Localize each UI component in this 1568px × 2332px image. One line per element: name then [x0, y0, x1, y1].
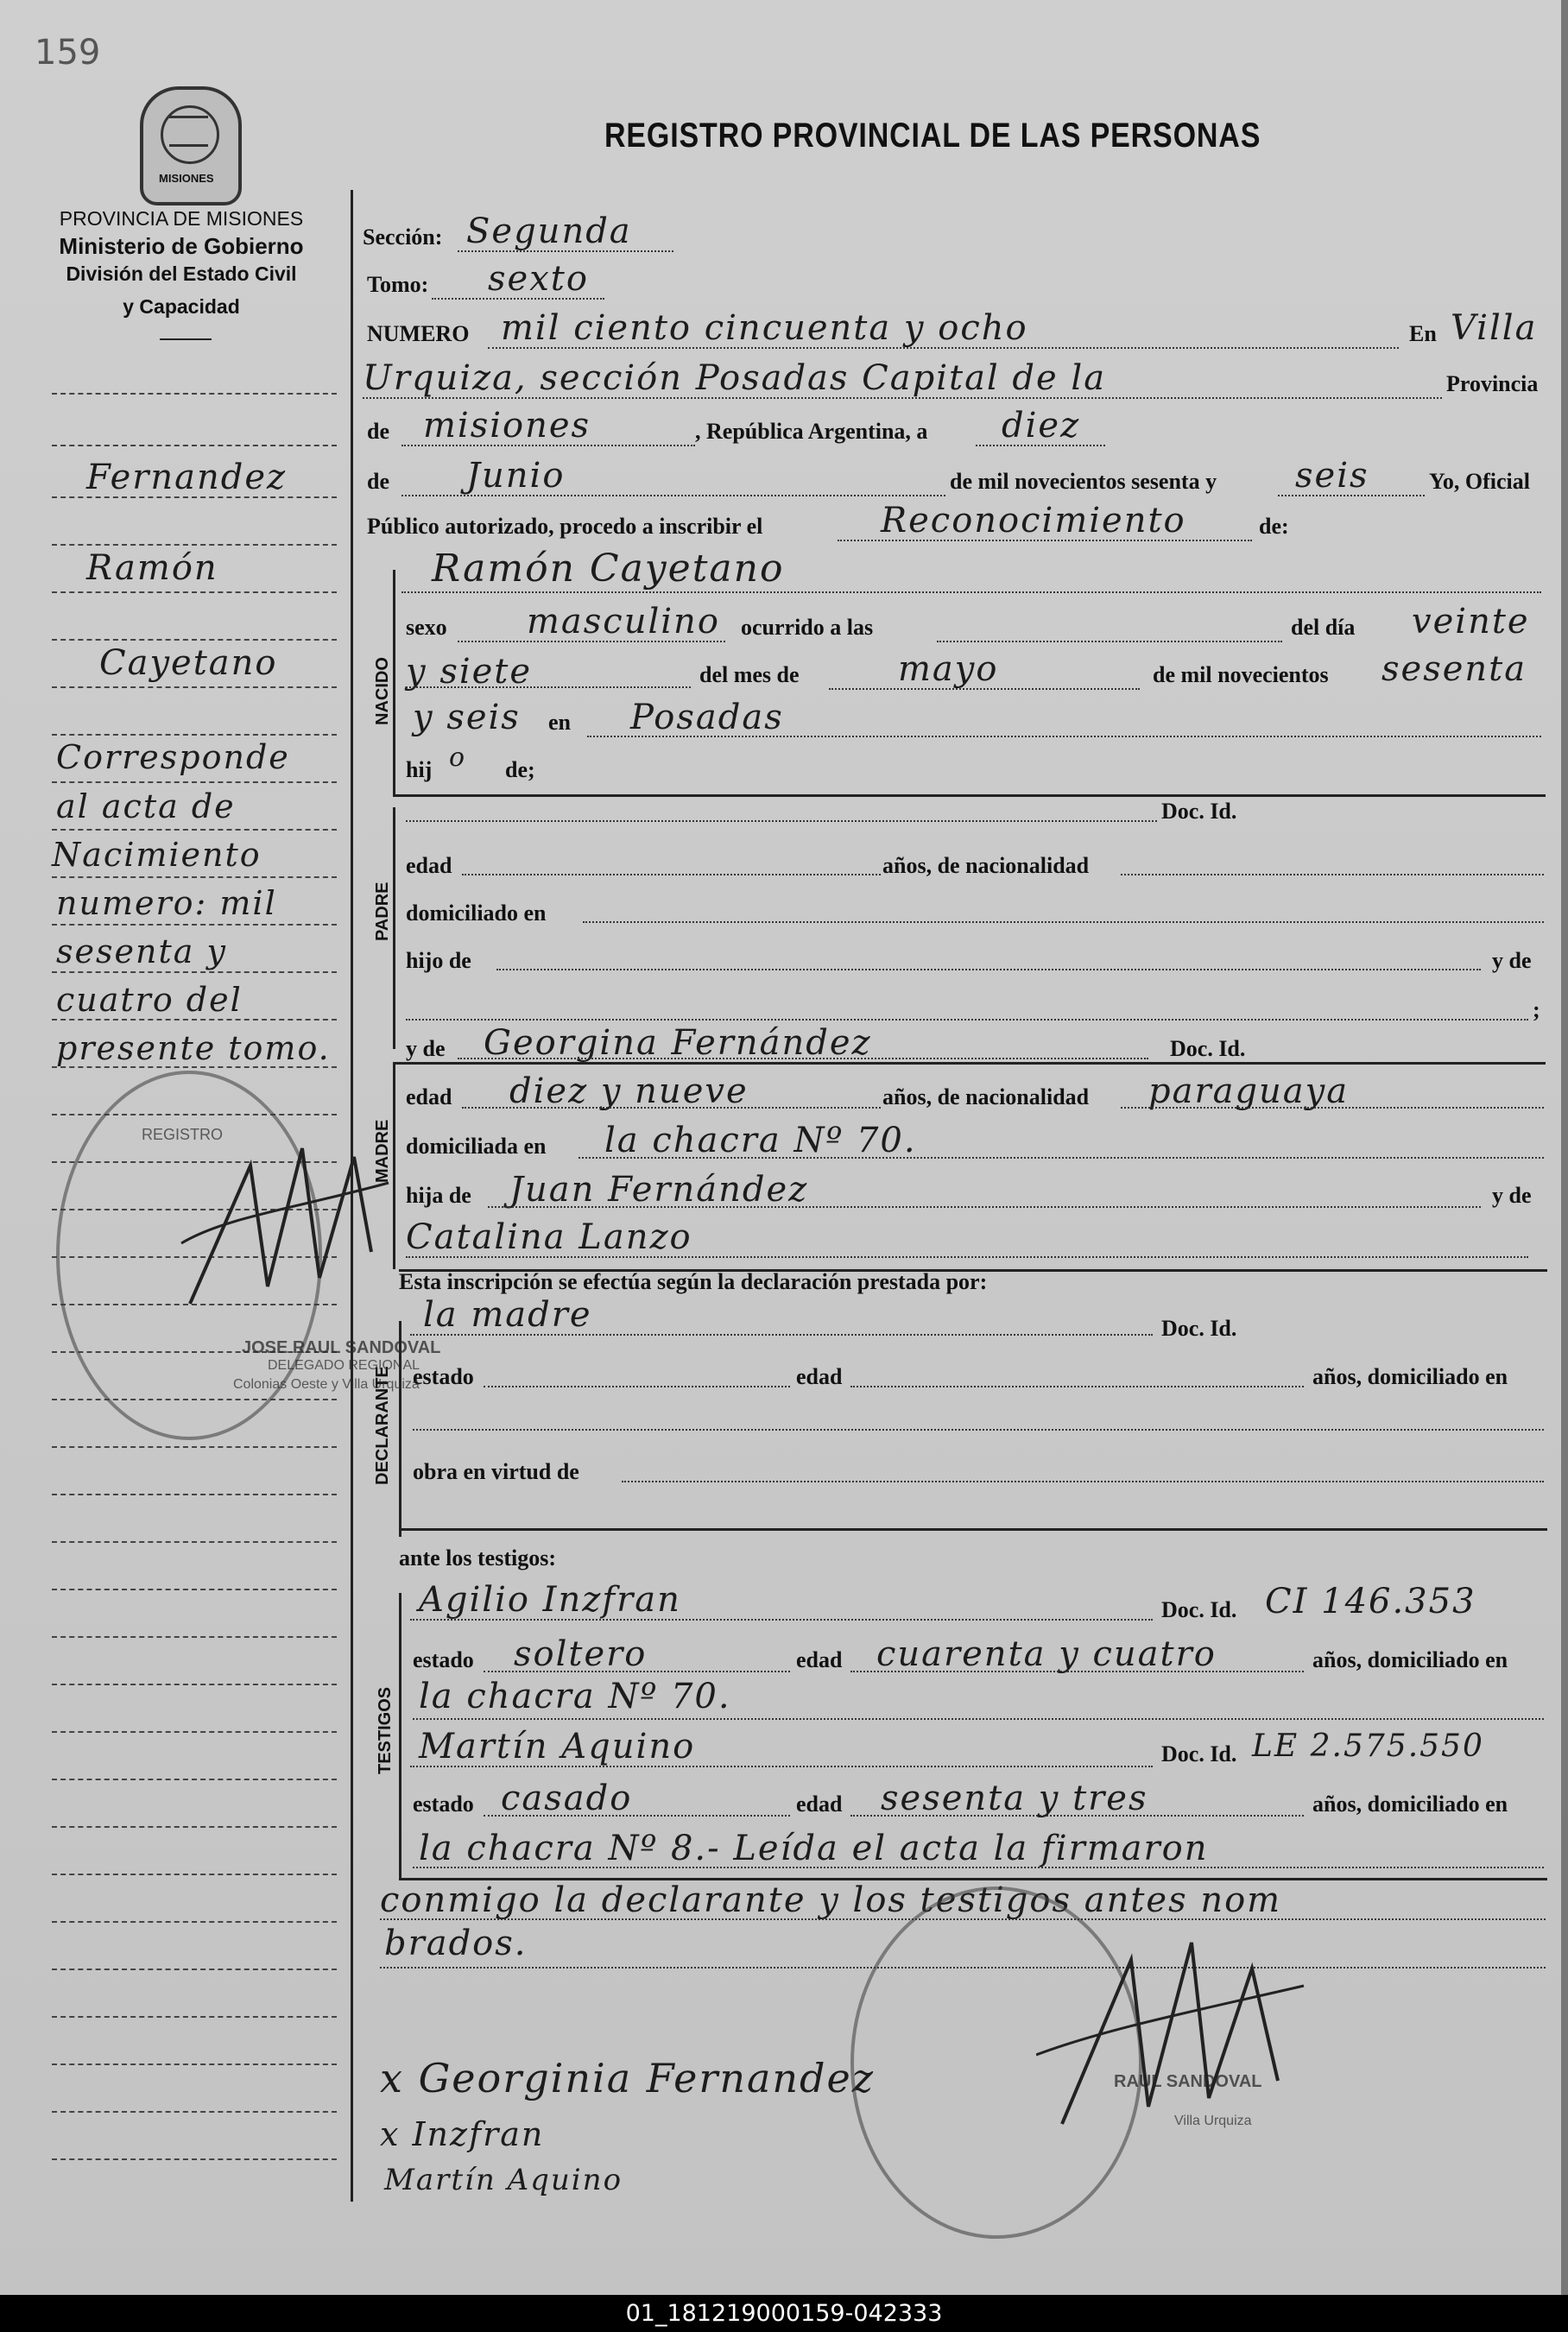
padre-semicolon: ; [1533, 997, 1540, 1022]
testigo2-edad: sesenta y tres [881, 1779, 1148, 1818]
stamp-right-name: RAUL SANDOVAL [1114, 2072, 1262, 2091]
testigo1-anios-label: años, domiciliado en [1312, 1647, 1508, 1672]
image-caption: 01_181219000159-042333 [0, 2295, 1568, 2332]
sexo-label: sexo [406, 615, 447, 640]
numero-value: mil ciento cincuenta y ocho [501, 308, 1028, 348]
seal-label: MISIONES [159, 172, 214, 185]
inscripto-name: Ramón Cayetano [432, 547, 785, 591]
acto-value: Reconocimiento [881, 501, 1186, 540]
margin-note-line: presente tomo. [56, 1029, 331, 1067]
de3-label: de: [1259, 514, 1289, 539]
testigo1-estado-label: estado [413, 1647, 474, 1672]
seccion-value: Segunda [466, 212, 632, 251]
padre-edad-label: edad [406, 853, 452, 878]
hij-value: o [449, 743, 467, 773]
padre-dom-label: domiciliado en [406, 901, 547, 926]
en-value: Villa [1451, 308, 1538, 348]
mes-nac-value: mayo [898, 649, 999, 689]
declarante-doc-label: Doc. Id. [1161, 1316, 1237, 1341]
province-seal [140, 86, 242, 205]
mil-novecientos-label: de mil novecientos sesenta y [950, 469, 1217, 494]
closing-line-1: conmigo la declarante y los testigos antes nom [380, 1880, 1282, 1920]
madre-nac-value: paraguaya [1148, 1071, 1350, 1111]
stamp-left-name: JOSE RAUL SANDOVAL [242, 1338, 441, 1357]
mes-value: Junio [466, 456, 566, 496]
margin-note-line: Corresponde [56, 738, 290, 776]
en-nac-label: en [548, 710, 571, 735]
testigo1-dom: la chacra Nº 70. [419, 1677, 731, 1716]
margin-note-line: numero: mil [56, 884, 277, 922]
header-division: División del Estado Civil [66, 262, 297, 285]
provincia-label: Provincia [1446, 371, 1539, 396]
tomo-label: Tomo: [367, 272, 429, 297]
official-signature-left [173, 1114, 397, 1338]
anio-nac-value: sesenta [1381, 649, 1527, 689]
madre-yde2-label: y de [1492, 1183, 1532, 1208]
section-padre: PADRE [373, 882, 392, 941]
margin-note-line: cuatro del [56, 981, 243, 1019]
testigo1-edad-label: edad [796, 1647, 843, 1672]
section-declarante: DECLARANTE [373, 1366, 392, 1485]
localidad-value: Urquiza, sección Posadas Capital de la [363, 358, 1107, 398]
testigo2-doc: LE 2.575.550 [1252, 1728, 1484, 1764]
madre-yde-label: y de [406, 1036, 446, 1061]
testigo2-anios-label: años, domiciliado en [1312, 1792, 1508, 1817]
stamp-left-role: DELEGADO REGIONAL [268, 1358, 420, 1373]
testigo1-estado: soltero [514, 1634, 648, 1674]
header-ministry: Ministerio de Gobierno [59, 233, 304, 259]
hij-label: hij [406, 757, 433, 782]
seccion-label: Sección: [363, 224, 443, 250]
madre-name: Georgina Fernández [484, 1023, 872, 1063]
de-label: de [367, 419, 389, 444]
oficial-label: Yo, Oficial [1429, 469, 1530, 494]
mil-nov-label: de mil novecientos [1153, 662, 1329, 687]
testigo2-doc-label: Doc. Id. [1161, 1741, 1237, 1766]
testigo1-doc-label: Doc. Id. [1161, 1597, 1237, 1622]
sexo-value: masculino [527, 602, 720, 641]
madre-madre-value: Catalina Lanzo [406, 1217, 692, 1257]
signature-declarante: x Georginia Fernandez [380, 2055, 875, 2101]
testigo2-dom: la chacra Nº 8.- Leída el acta la firmaron [419, 1829, 1209, 1868]
madre-doc-label: Doc. Id. [1170, 1036, 1246, 1061]
margin-note-line: Fernandez [86, 458, 288, 497]
margin-note-line: al acta de [56, 787, 236, 825]
padre-hijo-label: hijo de [406, 948, 471, 973]
padre-nac-label: años, de nacionalidad [882, 853, 1090, 878]
testigo2-edad-label: edad [796, 1792, 843, 1817]
stamp-left-place: Colonias Oeste y Villa Urquiza [233, 1377, 420, 1392]
closing-line-2: brados. [384, 1924, 528, 1963]
en-label: En [1409, 321, 1437, 346]
madre-dom-label: domiciliada en [406, 1134, 547, 1159]
padre-yde-label: y de [1492, 948, 1532, 973]
header-province: PROVINCIA DE MISIONES [59, 207, 304, 230]
tomo-value: sexto [488, 259, 589, 299]
padre-doc-label: Doc. Id. [1161, 799, 1237, 824]
signature-testigo-2: Martín Aquino [384, 2163, 623, 2197]
testigo2-estado: casado [501, 1779, 633, 1818]
provincia-value: misiones [423, 406, 591, 446]
margin-note-line: Cayetano [99, 643, 278, 683]
anio-value: seis [1295, 456, 1369, 496]
testigo1-name: Agilio Inzfran [419, 1580, 681, 1620]
madre-nac-label: años, de nacionalidad [882, 1084, 1090, 1109]
official-signature-right [1036, 1908, 1312, 2150]
dia-cont-value: y siete [406, 652, 533, 692]
del-mes-label: del mes de [699, 662, 800, 687]
declarante-intro: Esta inscripción se efectúa según la declaración prestada por: [399, 1269, 988, 1294]
ocurrido-label: ocurrido a las [741, 615, 874, 640]
testigo2-estado-label: estado [413, 1792, 474, 1817]
section-testigos: TESTIGOS [376, 1686, 395, 1774]
margin-note-line: sesenta y [56, 932, 227, 970]
madre-hija-label: hija de [406, 1183, 471, 1208]
testigo1-edad: cuarenta y cuatro [876, 1634, 1217, 1674]
dia-value: veinte [1412, 602, 1530, 641]
stamp-right-place: Villa Urquiza [1174, 2114, 1252, 2128]
testigo2-name: Martín Aquino [419, 1727, 696, 1766]
signature-testigo-1: x Inzfran [380, 2115, 545, 2153]
testigo1-doc: CI 146.353 [1265, 1582, 1476, 1621]
madre-dom-value: la chacra Nº 70. [604, 1121, 917, 1160]
declarante-obra-label: obra en virtud de [413, 1459, 579, 1484]
declarante-value: la madre [423, 1295, 592, 1335]
lugar-value: Posadas [630, 698, 784, 737]
page-number: 159 [35, 33, 101, 73]
page-title: REGISTRO PROVINCIAL DE LAS PERSONAS [604, 117, 1261, 155]
del-dia-label: del día [1291, 615, 1356, 640]
anio-cont-value: y seis [413, 698, 521, 737]
de-nac-label: de; [505, 757, 535, 782]
dia-value: diez [1002, 406, 1081, 446]
de2-label: de [367, 469, 389, 494]
section-nacido: NACIDO [373, 657, 392, 725]
madre-edad-label: edad [406, 1084, 452, 1109]
madre-edad-value: diez y nueve [509, 1071, 749, 1111]
stamp-left-top: REGISTRO [142, 1126, 224, 1143]
republica-label: , República Argentina, a [695, 419, 928, 444]
madre-padre-value: Juan Fernández [509, 1170, 809, 1210]
section-madre: MADRE [373, 1119, 392, 1183]
margin-note-line: Nacimiento [52, 836, 262, 874]
declarante-anios-label: años, domiciliado en [1312, 1364, 1508, 1389]
declarante-estado-label: estado [413, 1364, 474, 1389]
numero-label: NUMERO [367, 321, 470, 346]
testigos-intro: ante los testigos: [399, 1545, 556, 1570]
margin-note-line: Ramón [86, 548, 218, 588]
header-capacity: y Capacidad [123, 295, 240, 318]
declarante-edad-label: edad [796, 1364, 843, 1389]
publico-label: Público autorizado, procedo a inscribir el [367, 514, 763, 539]
